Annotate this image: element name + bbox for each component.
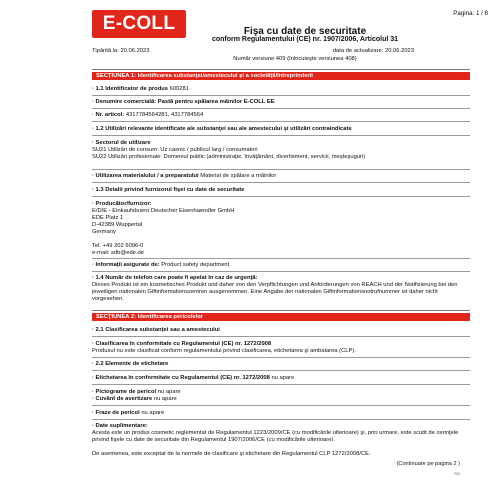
separator [92,182,470,183]
printed-date: Tipărită la: 20.06.2023 [92,48,150,54]
separator [92,357,470,358]
document-subtitle: conform Regulamentului (CE) nr. 1907/2006, Articolul 31 [211,36,399,43]
hazard-pictograms: · Pictograme de pericol nu apare [92,389,181,395]
clp-classification-text: Produsul nu este clasificat conform regulamentului privind clasificarea, etichetarea şi ambalarea (CLP). [92,348,356,354]
producer-line: Germany [92,229,116,235]
language-mark: RO [454,472,460,476]
separator [92,258,470,259]
separator [92,95,470,96]
producer-line: Tel. +49 202 6096-0 [92,243,144,249]
ecoll-logo: E-COLL [92,10,186,38]
section-divider [92,69,470,70]
supplementary-text: Acesta este un produs cosmetic reglementat de Regulamentul 1223/2009/CE (cu modificările ulterioare) şi, prin urmare, este scutit de cerinţele privind fişele cu date de securitate din Regulamentul 1907/2006/CE (cu modificările ulterioare). [92,430,459,443]
producer-line: EDE Platz 1 [92,215,124,221]
page-number: Pagina: 1 / 8 [453,10,488,17]
emergency-phone-text: Dieses Produkt ist ein kosmetisches Produkt und daher von den Verpflichtungen und Anforderungen von REACH und der Notifizierung bei den jeweiligen nationalen Giftinformationszentren ausgenommen. Eine Angabe der nationalen Giftinformationsnotrufnummer ist daher nicht vorgesehen. [92,282,458,302]
info-provider: · Informaţii asigurate de: Product safety department [92,262,230,268]
separator [92,108,470,109]
separator [92,169,470,170]
separator [92,384,470,385]
section-2-1: · 2.1 Clasificarea substanţei sau a amestecului [92,327,220,333]
hazard-statements: · Fraze de pericol nu apare [92,410,165,416]
sector-label: · Sectorul de utilizare [92,140,151,146]
document-title: Fişa cu date de securitate [243,26,367,37]
separator [92,271,470,272]
section2-heading: SECŢIUNEA 2: Identificarea pericolelor [92,313,470,321]
section-1-3: · 1.3 Detalii privind furnizorul fişei cu date de securitate [92,187,245,193]
su21-line: SU21 Utilizări de consum: Uz casnic / publicul larg / consumatori [92,147,258,153]
su22-line: SU22 Utilizări profesionale: Domeniul public (administraţie, învăţământ, divertisment, servicii, meşteşuguri) [92,154,366,160]
producer-line: E/D/E - Einkaufsbuero Deutscher Eisenhaendler GmbH [92,208,235,214]
separator [92,121,470,122]
continued-on-page: (Continuare pe pagina 2 ) [396,461,460,467]
trade-name: · Denumire comercială: Pastă pentru spălarea mâinilor E-COLL EE [92,99,275,105]
version-number: Număr versiune 409 (înlocuieşte versiunea 408) [233,56,357,62]
section-divider [92,310,470,311]
separator [92,336,470,337]
section1-heading: SECŢIUNEA 1: Identificarea substanţei/amestecului şi a societăţii/întreprinderii [92,72,470,80]
producer-line: e-mail: sdb@ede.de [92,250,144,256]
labelling-regulation: · Etichetarea în conformitate cu Regulamentul (CE) nr. 1272/2008 nu apare [92,375,295,381]
separator [92,196,470,197]
clp-classification-label: · Clasificarea în conformitate cu Regulamentul (CE) nr. 1272/2008 [92,341,272,347]
signal-word: · Cuvânt de avertizare nu apare [92,396,177,402]
separator [92,419,470,420]
separator [92,135,470,136]
section-1-2: · 1.2 Utilizări relevante identificate ale substanţei sau ale amestecului şi utilizări contraindicate [92,126,352,132]
product-identifier: · 1.1 Identificator de produs 600281 [92,86,189,92]
material-use: · Utilizarea materialului / a preparatului Material de spălare a mâinilor [92,173,277,179]
supplementary-text-2: De asemenea, este exceptat de la normele de clasificare şi etichetare din Regulamentul CLP 1272/2008/CE. [92,451,371,457]
producer-line: D-42389 Wuppertal [92,222,143,228]
supplementary-label: · Date suplimentare: [92,423,148,429]
producer-label: · Producător/furnizor: [92,201,152,207]
separator [92,405,470,406]
emergency-phone-label: · 1.4 Număr de telefon care poate fi apelat în caz de urgenţă: [92,275,258,281]
article-number: · Nr. articol: 4317784564281, 4317784564 [92,112,204,118]
section-2-2: · 2.2 Elemente de etichetare [92,361,169,367]
separator [92,370,470,371]
update-date: data de actualizare: 20.06.2023 [332,48,414,54]
